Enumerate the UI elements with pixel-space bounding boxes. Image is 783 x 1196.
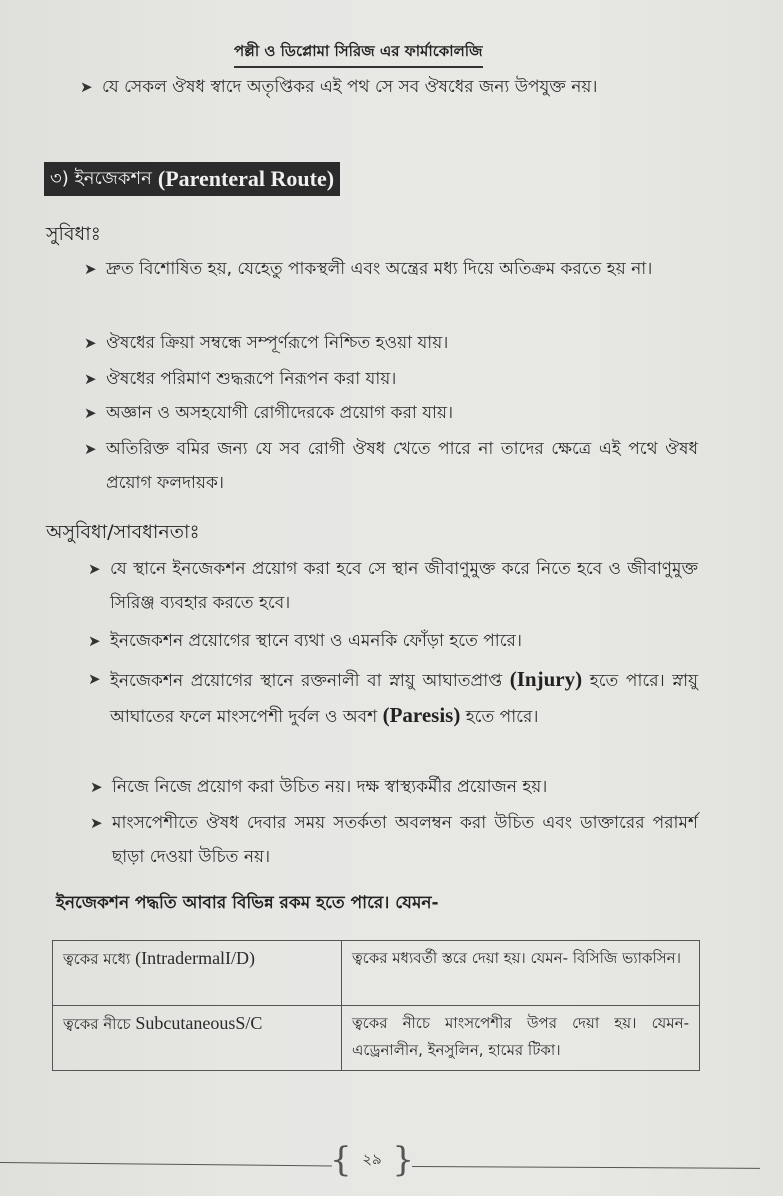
bullet-text-part: ইনজেকশন প্রয়োগের স্থানে রক্তনালী বা স্নায়ু আঘাতপ্রাপ্ত xyxy=(110,671,503,691)
section-title-en: (Parenteral Route) xyxy=(157,166,335,191)
bullet-text-part: হতে পারে। স্নায়ু আঘাতের ফলে মাংসপেশী দুর্বল ও অবশ xyxy=(110,671,699,727)
arrow-bullet-icon: ➤ xyxy=(88,560,101,578)
list-item xyxy=(84,252,698,286)
route-name-cell xyxy=(53,1006,342,1071)
section-heading xyxy=(44,162,340,196)
route-description-cell: ত্বকের মধ্যবর্তী স্তরে দেয়া হয়। যেমন- বিসিজি ভ্যাকসিন। xyxy=(342,941,700,1006)
bullet-text: ইনজেকশন প্রয়োগের স্থানে ব্যথা ও এমনকি ফোঁড়া হতে পারে। xyxy=(110,631,522,651)
bullet-text: যে সেকল ঔষধ স্বাদে অতৃপ্তিকর এই পথ সে সব ঔষধের জন্য উপযুক্ত নয়। xyxy=(102,77,598,97)
arrow-bullet-icon: ➤ xyxy=(88,670,101,688)
bullet-text: মাংসপেশীতে ঔষধ দেবার সময় সতর্কতা অবলম্বন করা উচিত এবং ডাক্তারের পরামর্শ ছাড়া দেওয়া উচিত নয়। xyxy=(112,813,698,867)
arrow-bullet-icon: ➤ xyxy=(90,778,103,796)
bullet-text: ঔষধের পরিমাণ শুদ্ধরূপে নিরূপন করা যায়। xyxy=(106,369,397,389)
list-item xyxy=(80,70,698,104)
list-item xyxy=(84,396,698,430)
advantages-heading: সুবিধাঃ xyxy=(46,223,101,245)
left-brace-icon: { xyxy=(330,1140,352,1180)
injection-routes-table xyxy=(52,940,700,1071)
arrow-bullet-icon: ➤ xyxy=(84,370,97,388)
footer-rule-left xyxy=(0,1162,332,1166)
route-name-cell xyxy=(53,941,342,1006)
table-row xyxy=(53,941,700,1006)
bullet-text: দ্রুত বিশোষিত হয়, যেহেতু পাকস্থলী এবং অন্ত্রের মধ্য দিয়ে অতিক্রম করতে হয় না। xyxy=(106,259,653,279)
bullet-text: নিজে নিজে প্রয়োগ করা উচিত নয়। দক্ষ স্বাস্থ্যকর্মীর প্রয়োজন হয়। xyxy=(112,777,548,797)
footer-rule-right xyxy=(412,1166,760,1169)
table-row xyxy=(53,1006,700,1071)
list-item xyxy=(88,624,698,658)
arrow-bullet-icon: ➤ xyxy=(90,814,103,832)
bullet-text: ঔষধের ক্রিয়া সম্বন্ধে সম্পূর্ণরূপে নিশ্চিত হওয়া যায়। xyxy=(106,333,449,353)
bullet-text-part: হতে পারে। xyxy=(465,707,539,727)
disadvantages-heading: অসুবিধা/সাবধানতাঃ xyxy=(46,521,200,543)
arrow-bullet-icon: ➤ xyxy=(84,440,97,458)
bullet-text: যে স্থানে ইনজেকশন প্রয়োগ করা হবে সে স্থান জীবাণুমুক্ত করে নিতে হবে ও জীবাণুমুক্ত সিরিঞ্জ ব্যবহার করতে হবে। xyxy=(110,559,698,613)
arrow-bullet-icon: ➤ xyxy=(88,632,101,650)
route-description-cell: ত্বকের নীচে মাংসপেশীর উপর দেয়া হয়। যেমন- এড্রেনালীন, ইনসুলিন, হামের টিকা। xyxy=(342,1006,700,1071)
term-injury: (Injury) xyxy=(509,667,583,691)
page-number: ২৯ xyxy=(362,1149,382,1168)
route-name-en: (IntradermalI/D) xyxy=(135,948,256,968)
page-number-block xyxy=(330,1140,414,1180)
list-item xyxy=(84,432,698,500)
bullet-text: অজ্ঞান ও অসহযোগী রোগীদেরকে প্রয়োগ করা যায়। xyxy=(106,403,454,423)
arrow-bullet-icon: ➤ xyxy=(84,260,97,278)
arrow-bullet-icon: ➤ xyxy=(84,404,97,422)
list-item xyxy=(90,770,698,804)
term-paresis: (Paresis) xyxy=(382,703,461,727)
bullet-text: অতিরিক্ত বমির জন্য যে সব রোগী ঔষধ খেতে পারে না তাদের ক্ষেত্রে এই পথে ঔষধ প্রয়োগ ফলদায়ক। xyxy=(106,439,698,493)
list-item xyxy=(84,326,698,360)
route-name-bn: ত্বকের মধ্যে xyxy=(63,950,131,968)
route-name-bn: ত্বকের নীচে xyxy=(63,1015,131,1033)
right-brace-icon: } xyxy=(392,1140,414,1180)
section-number: ৩) ইনজেকশন xyxy=(50,167,152,189)
bullet-text xyxy=(110,662,698,734)
arrow-bullet-icon: ➤ xyxy=(80,78,93,96)
injection-types-intro: ইনজেকশন পদ্ধতি আবার বিভিন্ন রকম হতে পারে। যেমন- xyxy=(56,893,439,913)
route-name-en: SubcutaneousS/C xyxy=(135,1013,263,1033)
list-item xyxy=(88,662,698,734)
running-head: পল্লী ও ডিপ্লোমা সিরিজ এর ফার্মাকোলজি xyxy=(234,40,483,68)
list-item xyxy=(84,362,698,396)
arrow-bullet-icon: ➤ xyxy=(84,334,97,352)
list-item xyxy=(90,806,698,874)
list-item xyxy=(88,552,698,620)
